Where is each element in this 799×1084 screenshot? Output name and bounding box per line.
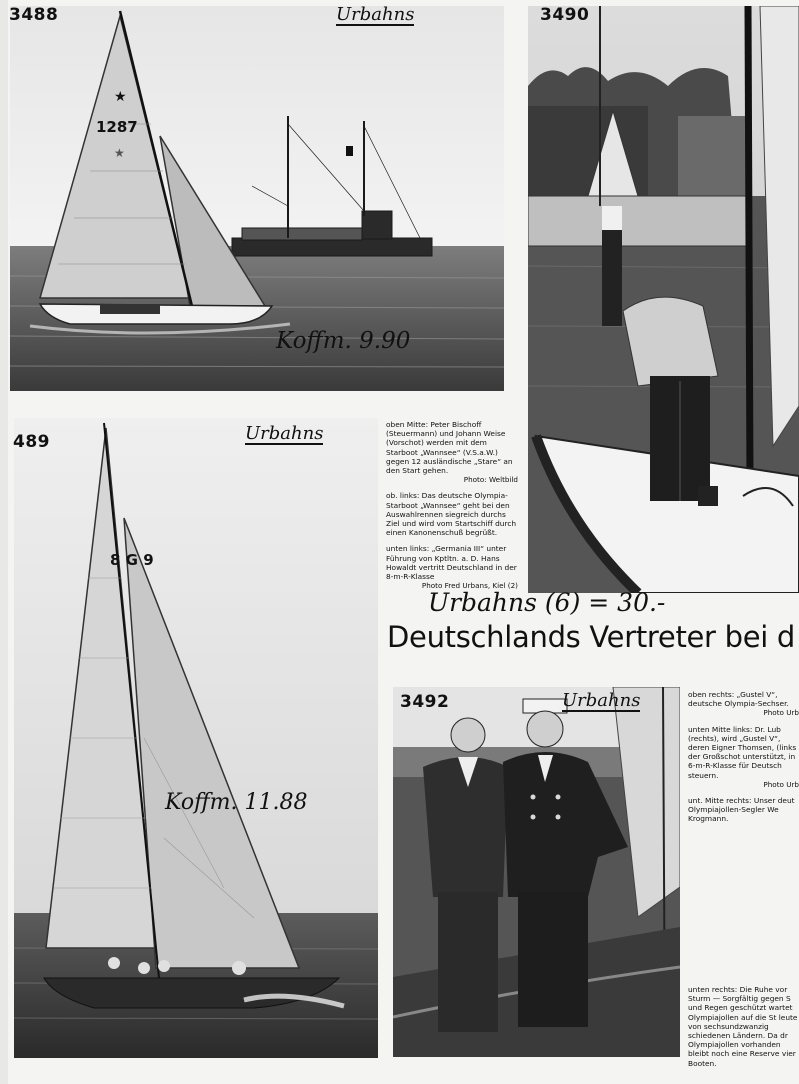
- archive-number-top-right: 3490: [540, 5, 590, 25]
- svg-text:★: ★: [114, 89, 127, 105]
- size-note-top: Koffm. 9.90: [276, 328, 411, 354]
- stamp-top-left: Urbahns: [336, 4, 415, 25]
- archive-number-middle-left: 489: [13, 432, 50, 452]
- page-edge: [0, 0, 8, 1084]
- photo-eight-metre-yacht: [14, 418, 378, 1058]
- stamp-bottom-right: Urbahns: [562, 690, 641, 711]
- photo-two-men: [393, 687, 680, 1057]
- caption-column-right: [688, 690, 799, 831]
- page-headline: Deutschlands Vertreter bei d: [387, 620, 796, 654]
- caption-left-bottom: unten links: „Germania III“ unter Führung von Kptltn. a. D. Hans Howaldt vertritt Deutschland in der 8-m-R-Klasse Photo Fred Urbans, Kiel (2): [386, 544, 518, 591]
- caption-top-right: oben rechts: „Gustel V“, deutsche Olympia-Sechser. Photo Urb: [688, 690, 799, 718]
- star-sail-number: 1287: [96, 118, 138, 136]
- size-note-middle: Koffm. 11.88: [165, 790, 308, 815]
- photo-harbor-sailor: [528, 6, 799, 593]
- caption-left-top: ob. links: Das deutsche Olympia-Starboot „Wannsee“ geht bei den Auswahlrennen siegreich durchs Ziel und wird vom Startschiff durch einen Kanonenschuß begrüßt.: [386, 491, 517, 538]
- caption-bottom-right: unten rechts: Die Ruhe vor Sturm — Sorgfältig gegen S und Regen geschützt wartet Olympiajollen auf die St leute von sechsundzwanzig schiedenen Ländern. Da dr Olympiajollen vorhanden bleibt noch eine Reserve vier Booten.: [688, 985, 798, 1068]
- photo-starboat: [10, 6, 504, 391]
- caption-top-middle: oben Mitte: Peter Bischoff (Steuermann) und Johann Weise (Vorschot) werden mit dem Starboot „Wannsee“ (V.S.a.W.) gegen 12 ausländische „Stare“ an den Start gehen. Photo: Weltbild: [386, 420, 518, 485]
- stamp-middle-left: Urbahns: [245, 423, 324, 444]
- caption-bottom-middle-right: unt. Mitte rechts: Unser deut Olympiajollen-Segler We Krogmann.: [688, 796, 795, 824]
- caption-column-middle: [386, 420, 518, 597]
- price-note: Urbahns (6) = 30.-: [428, 588, 666, 617]
- caption-bottom-middle-left: unten Mitte links: Dr. Lub (rechts), wird „Gustel V“, deren Eigner Thomsen, (links der Großschot unterstützt, in 6-m-R-Klasse für Deutsch steuern. Photo Urb: [688, 724, 799, 789]
- archive-number-top-left: 3488: [9, 5, 59, 25]
- svg-text:★: ★: [114, 146, 125, 160]
- eight-metre-sail-number: 8 G 9: [110, 551, 154, 569]
- archive-number-bottom-right: 3492: [400, 692, 450, 712]
